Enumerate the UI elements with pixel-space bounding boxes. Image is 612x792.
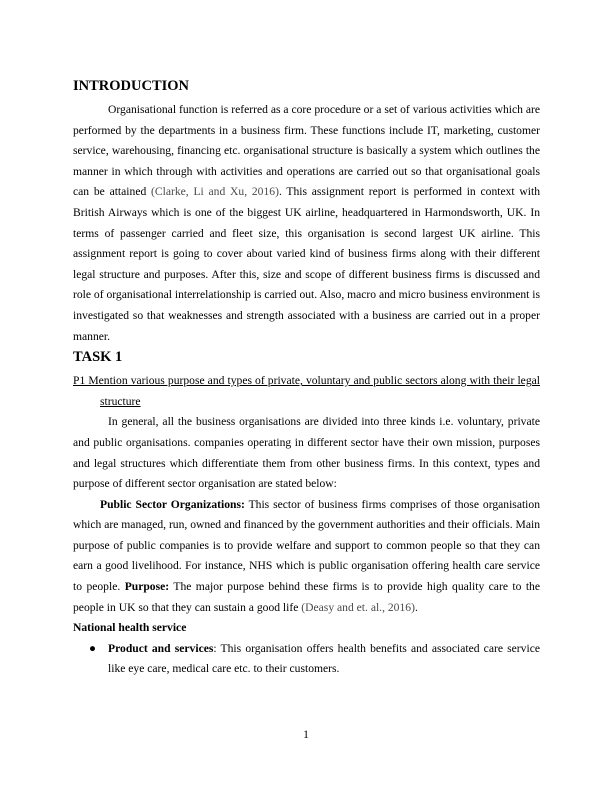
- public-sector-label: Public Sector Organizations:: [100, 497, 245, 511]
- introduction-paragraph: [73, 100, 540, 347]
- introduction-citation: (Clarke, Li and Xu, 2016): [151, 185, 279, 199]
- public-sector-paragraph: [73, 495, 540, 619]
- p1-heading: P1 Mention various purpose and types of private, voluntary and public sectors along with their legal structure: [73, 374, 540, 408]
- page-content: [73, 76, 540, 680]
- purpose-label: Purpose:: [124, 580, 170, 594]
- bullet-text: : This organisation offers health benefits and associated care service like eye care, medical care etc. to their customers.: [108, 641, 540, 676]
- nhs-heading: National health service: [73, 621, 187, 635]
- introduction-heading: INTRODUCTION: [73, 78, 190, 94]
- purpose-citation: (Deasy and et. al., 2016): [301, 600, 415, 614]
- public-sector-text: This sector of business firms comprises of those organisation which are managed, run, owned and financed by the government authorities and their officials. Main purpose of public companies is to provide welfare and support to common people so that they can earn a good livelihood. For instance, NHS which is public organisation offering health care service to people.: [73, 497, 540, 594]
- purpose-end: .: [414, 600, 418, 614]
- bullet-icon: ●: [89, 641, 97, 655]
- task1-paragraph: In general, all the business organisations are divided into three kinds i.e. voluntary, private and public organisations. companies operating in different sector have their own mission, purposes and legal structures which differentiate them from other business firms. In this context, types and purpose of different sector organisation are stated below:: [73, 415, 540, 491]
- introduction-text-a: Organisational function is referred as a core procedure or a set of various activities which are performed by the departments in a business firm. These functions include IT, marketing, customer service, warehousing, financing etc. organisational structure is basically a system which outlines the manner in which through with activities and operations are carried out so that organisational goals can be attained: [73, 103, 540, 199]
- list-item: [73, 639, 540, 680]
- bullet-label: Product and services: [108, 641, 214, 655]
- introduction-text-b: . This assignment report is performed in context with British Airways which is one of the biggest UK airline, headquartered in Harmondsworth, UK. In terms of passenger carried and fleet size, this organisation is second largest UK airline. This assignment report is going to cover about varied kind of business firms along with their different legal structure and purposes. After this, size and scope of different business firms is discussed and role of organisational interrelationship is carried out. Also, macro and micro business environment is investigated so that weaknesses and strength associated with a business are carried out in a proper manner.: [73, 185, 541, 343]
- task1-heading: TASK 1: [73, 349, 123, 366]
- purpose-text: The major purpose behind these firms is to provide high quality care to the people in UK so that they can sustain a good life: [73, 580, 540, 614]
- page-number: 1: [303, 728, 309, 741]
